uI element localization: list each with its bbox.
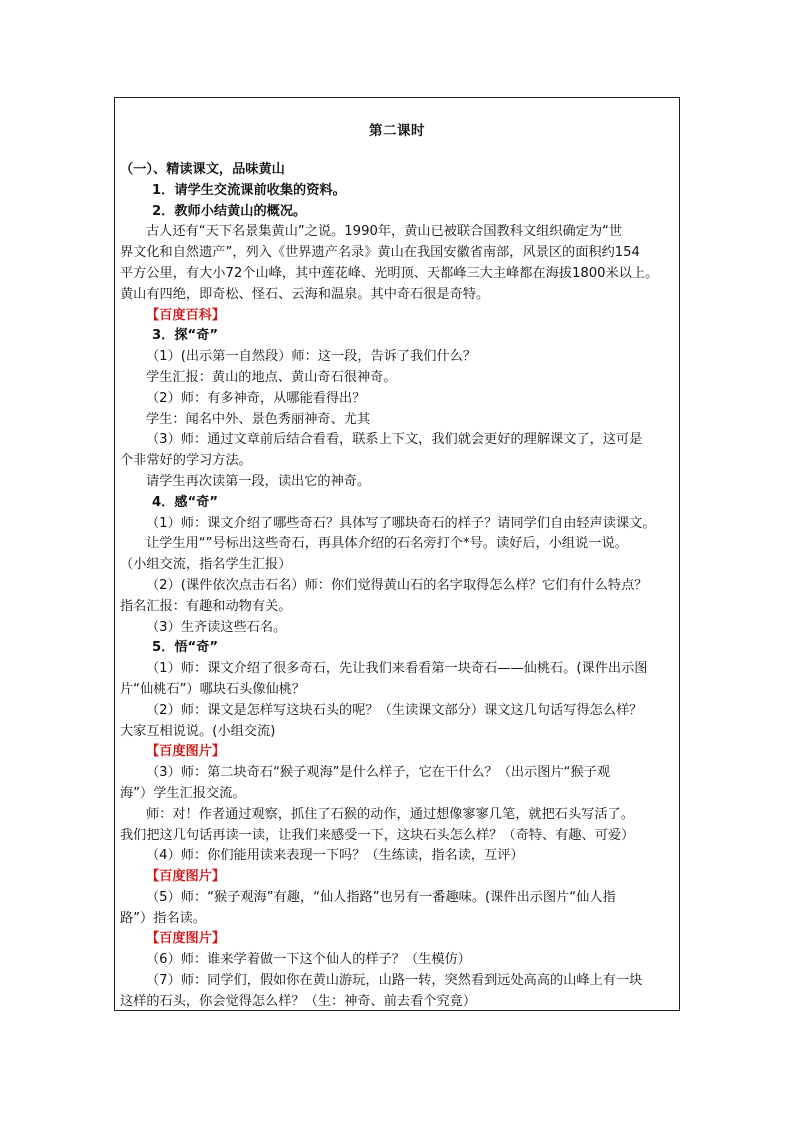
text-line: 学生汇报：黄山的地点、黄山奇石很神奇。 [146,369,397,385]
text-line: 让学生用“”号标出这些奇石，再具体介绍的石名旁打个*号。读好后，小组说一说。 [146,536,628,552]
text-line: （6）师：谁来学着做一下这个仙人的样子？（生模仿） [146,952,471,968]
text-line: 3．探“奇” [152,328,219,344]
text-line: 黄山有四绝，即奇松、怪石、云海和温泉。其中奇石很是奇特。 [120,286,490,302]
text-line: 海”）学生汇报交流。 [120,785,246,801]
text-line: 个非常好的学习方法。 [120,453,252,469]
text-line: 2．教师小结黄山的概况。 [152,203,307,219]
text-line: 5．悟“奇” [152,640,219,656]
page-title: 第二课时 [369,123,425,139]
text-line: 指名汇报：有趣和动物有关。 [120,598,292,614]
source-tag: 【百度图片】 [146,869,226,885]
text-line: （小组交流，指名学生汇报） [120,557,292,573]
text-line: 片“仙桃石”）哪块石头像仙桃？ [120,681,306,697]
text-line: 大家互相说说。(小组交流) [120,723,276,739]
text-line: 4．感“奇” [152,494,219,510]
text-line: 请学生再次读第一段，读出它的神奇。 [146,473,371,489]
lesson-content [120,160,676,1013]
source-tag: 【百度图片】 [146,931,226,947]
text-line: 这样的石头，你会觉得怎么样？（生：神奇、前去看个究竟） [120,993,477,1009]
source-tag: 【百度图片】 [146,744,226,760]
text-line: 古人还有“天下名景集黄山”之说。1990年，黄山已被联合国教科文组织确定为“世 [146,224,623,240]
text-line: （1）师：课文介绍了哪些奇石？具体写了哪块奇石的样子？请同学们自由轻声读课文。 [146,515,656,531]
text-line: （4）师：你们能用读来表现一下吗？（生练读，指名读，互评） [146,848,524,864]
source-tag: 【百度百科】 [146,307,226,323]
text-line: 1．请学生交流课前收集的资料。 [152,182,346,198]
text-line: 界文化和自然遗产”，列入《世界遗产名录》黄山在我国安徽省南部，风景区的面积约154 [120,245,640,261]
text-line: （一）、精读课文，品味黄山 [120,162,285,177]
text-line: （3）生齐读这些石名。 [146,619,287,635]
text-line: （1）(出示第一自然段）师：这一段，告诉了我们什么？ [146,349,477,365]
text-line: （7）师：同学们，假如你在黄山游玩，山路一转，突然看到远处高高的山峰上有一块 [146,973,643,989]
text-line: （1）师：课文介绍了很多奇石，先让我们来看看第一块奇石——仙桃石。(课件出示图 [146,661,648,677]
text-line: 路”）指名读。 [120,910,206,926]
text-line: 学生：闻名中外、景色秀丽神奇、尤其 [146,411,371,427]
text-line: 我们把这几句话再读一读，让我们来感受一下，这块石头怎么样？（奇特、有趣、可爱） [120,827,635,843]
text-line: （3）师：通过文章前后结合看看，联系上下文，我们就会更好的理解课文了，这可是 [146,432,643,448]
text-line: （2）(课件依次点击石名）师：你们觉得黄山石的名字取得怎么样？它们有什么特点？ [146,577,648,593]
text-line: （5）师：“猴子观海”有趣，“仙人指路”也另有一番趣味。(课件出示图片“仙人指 [146,889,616,905]
text-line: （2）师：有多神奇，从哪能看得出？ [146,390,366,406]
text-line: （2）师：课文是怎样写这块石头的呢？（生读课文部分）课文这几句话写得怎么样？ [146,702,643,718]
text-line: （3）师：第二块奇石“猴子观海”是什么样子，它在干什么？（出示图片“猴子观 [146,765,611,781]
text-line: 平方公里，有大小72个山峰，其中莲花峰、光明顶、天都峰三大主峰都在海拔1800米以上。 [120,265,659,281]
text-line: 师：对！作者通过观察，抓住了石猴的动作，通过想像寥寥几笔，就把石头写活了。 [146,806,634,822]
